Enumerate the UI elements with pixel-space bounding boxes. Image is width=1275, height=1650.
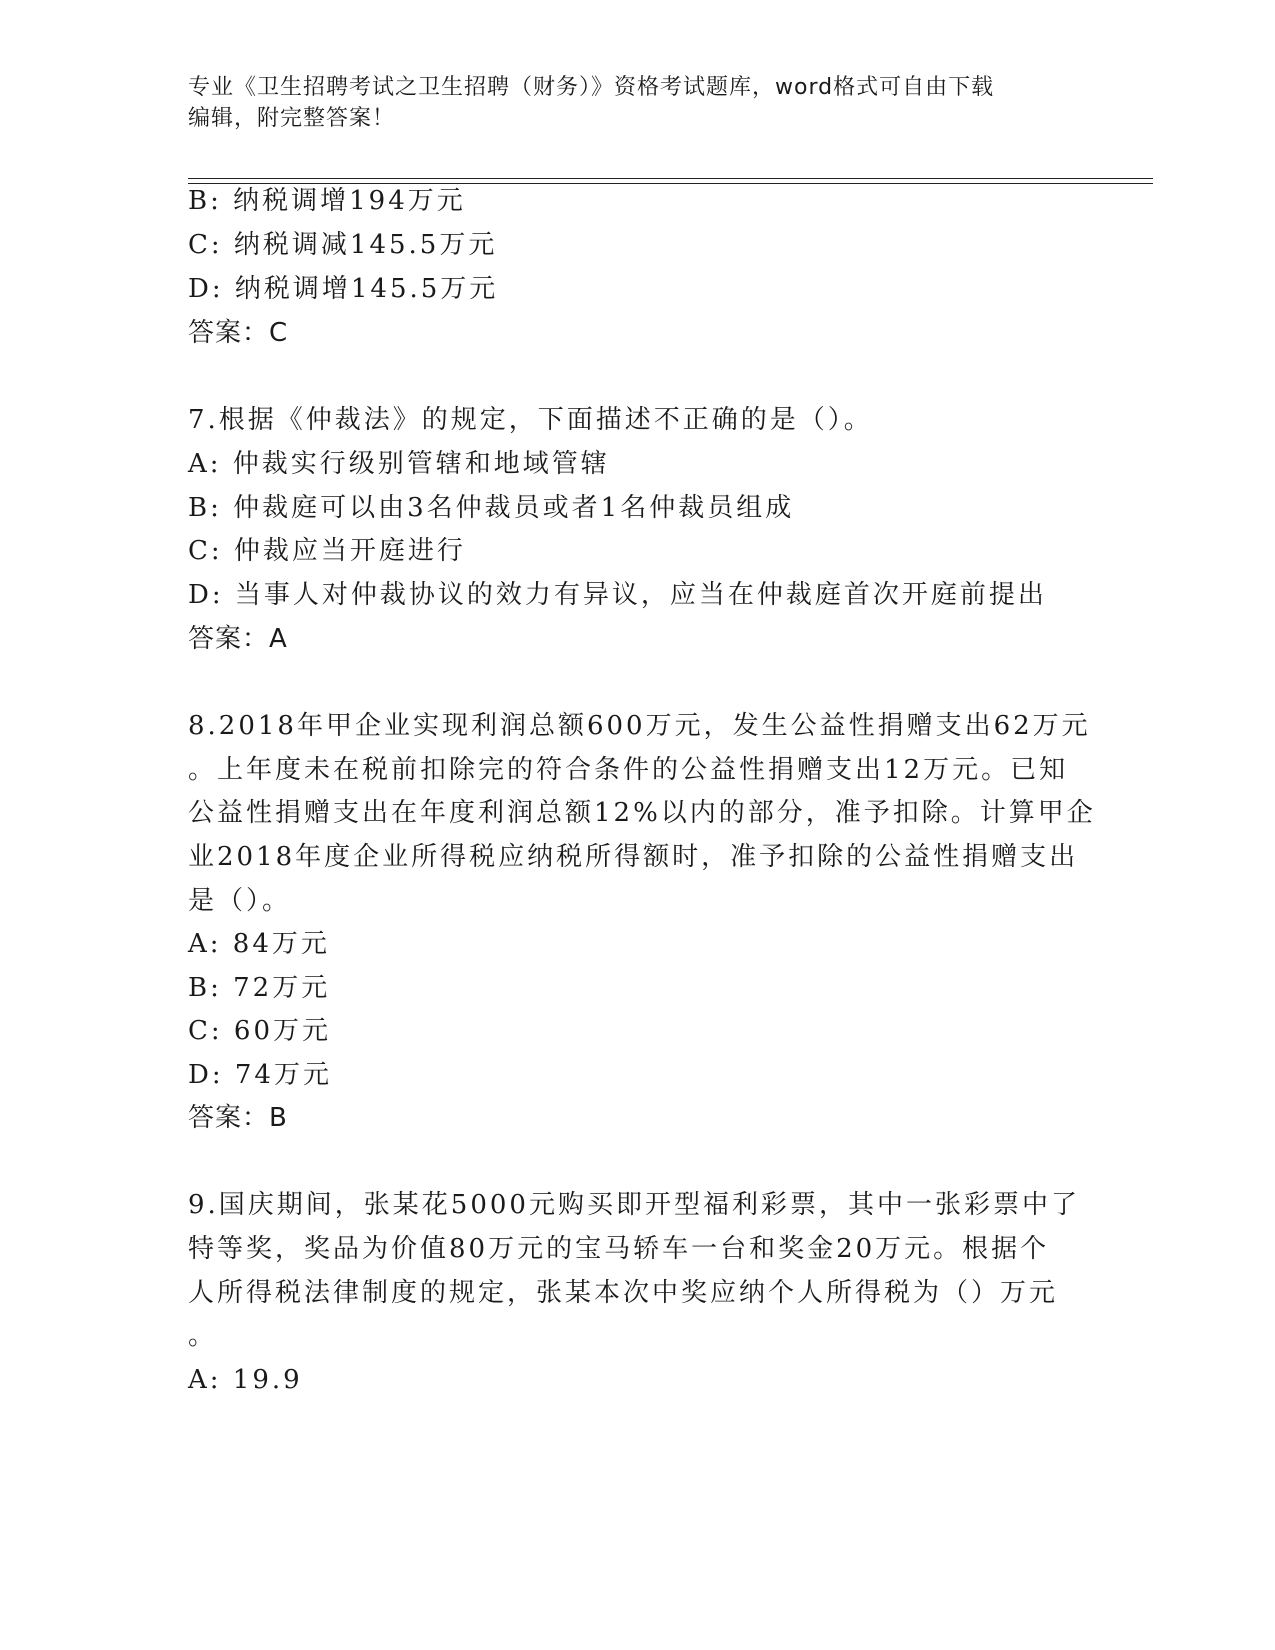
q8-option-d: D: 74万元 bbox=[188, 1060, 332, 1090]
header-line-1: 专业《卫生招聘考试之卫生招聘（财务）》资格考试题库，word格式可自由下载 bbox=[188, 75, 995, 100]
header-line-2: 编辑，附完整答案！ bbox=[188, 106, 396, 131]
q6-option-c: C: 纳税调减145.5万元 bbox=[188, 230, 498, 260]
q9-stem-line-2: 特等奖，奖品为价值80万元的宝马轿车一台和奖金20万元。根据个 bbox=[188, 1234, 1050, 1264]
q7-option-a: A: 仲裁实行级别管辖和地域管辖 bbox=[188, 449, 610, 479]
q6-answer: 答案：C bbox=[188, 318, 289, 348]
q8-option-c: C: 60万元 bbox=[188, 1016, 332, 1046]
q8-stem-line-2: 。上年度未在税前扣除完的符合条件的公益性捐赠支出12万元。已知 bbox=[188, 755, 1069, 785]
q8-option-b: B: 72万元 bbox=[188, 973, 331, 1003]
q8-option-a: A: 84万元 bbox=[188, 929, 330, 959]
q6-option-d: D: 纳税调增145.5万元 bbox=[188, 274, 499, 304]
q8-stem-line-5: 是（）。 bbox=[188, 886, 292, 916]
q9-option-a: A: 19.9 bbox=[188, 1365, 303, 1395]
document-header bbox=[188, 72, 1068, 134]
q8-stem-line-3: 公益性捐赠支出在年度利润总额12%以内的部分，准予扣除。计算甲企 bbox=[188, 798, 1096, 828]
q6-option-b: B: 纳税调增194万元 bbox=[188, 186, 466, 216]
header-divider-top bbox=[188, 178, 1153, 179]
q8-stem-line-1: 8.2018年甲企业实现利润总额600万元，发生公益性捐赠支出62万元 bbox=[188, 711, 1091, 741]
q9-stem-line-4: 。 bbox=[188, 1321, 218, 1351]
q8-stem-line-4: 业2018年度企业所得税应纳税所得额时，准予扣除的公益性捐赠支出 bbox=[188, 842, 1079, 872]
q7-answer: 答案：A bbox=[188, 624, 288, 654]
q7-option-d: D: 当事人对仲裁协议的效力有异议，应当在仲裁庭首次开庭前提出 bbox=[188, 580, 1047, 610]
q8-answer: 答案：B bbox=[188, 1103, 288, 1133]
header-divider-bottom bbox=[188, 183, 1153, 184]
q7-option-b: B: 仲裁庭可以由3名仲裁员或者1名仲裁员组成 bbox=[188, 493, 795, 523]
q7-stem: 7.根据《仲裁法》的规定，下面描述不正确的是（）。 bbox=[188, 405, 873, 435]
q9-stem-line-1: 9.国庆期间，张某花5000元购买即开型福利彩票，其中一张彩票中了 bbox=[188, 1190, 1080, 1220]
q9-stem-line-3: 人所得税法律制度的规定，张某本次中奖应纳个人所得税为（）万元 bbox=[188, 1278, 1059, 1308]
q7-option-c: C: 仲裁应当开庭进行 bbox=[188, 536, 466, 566]
